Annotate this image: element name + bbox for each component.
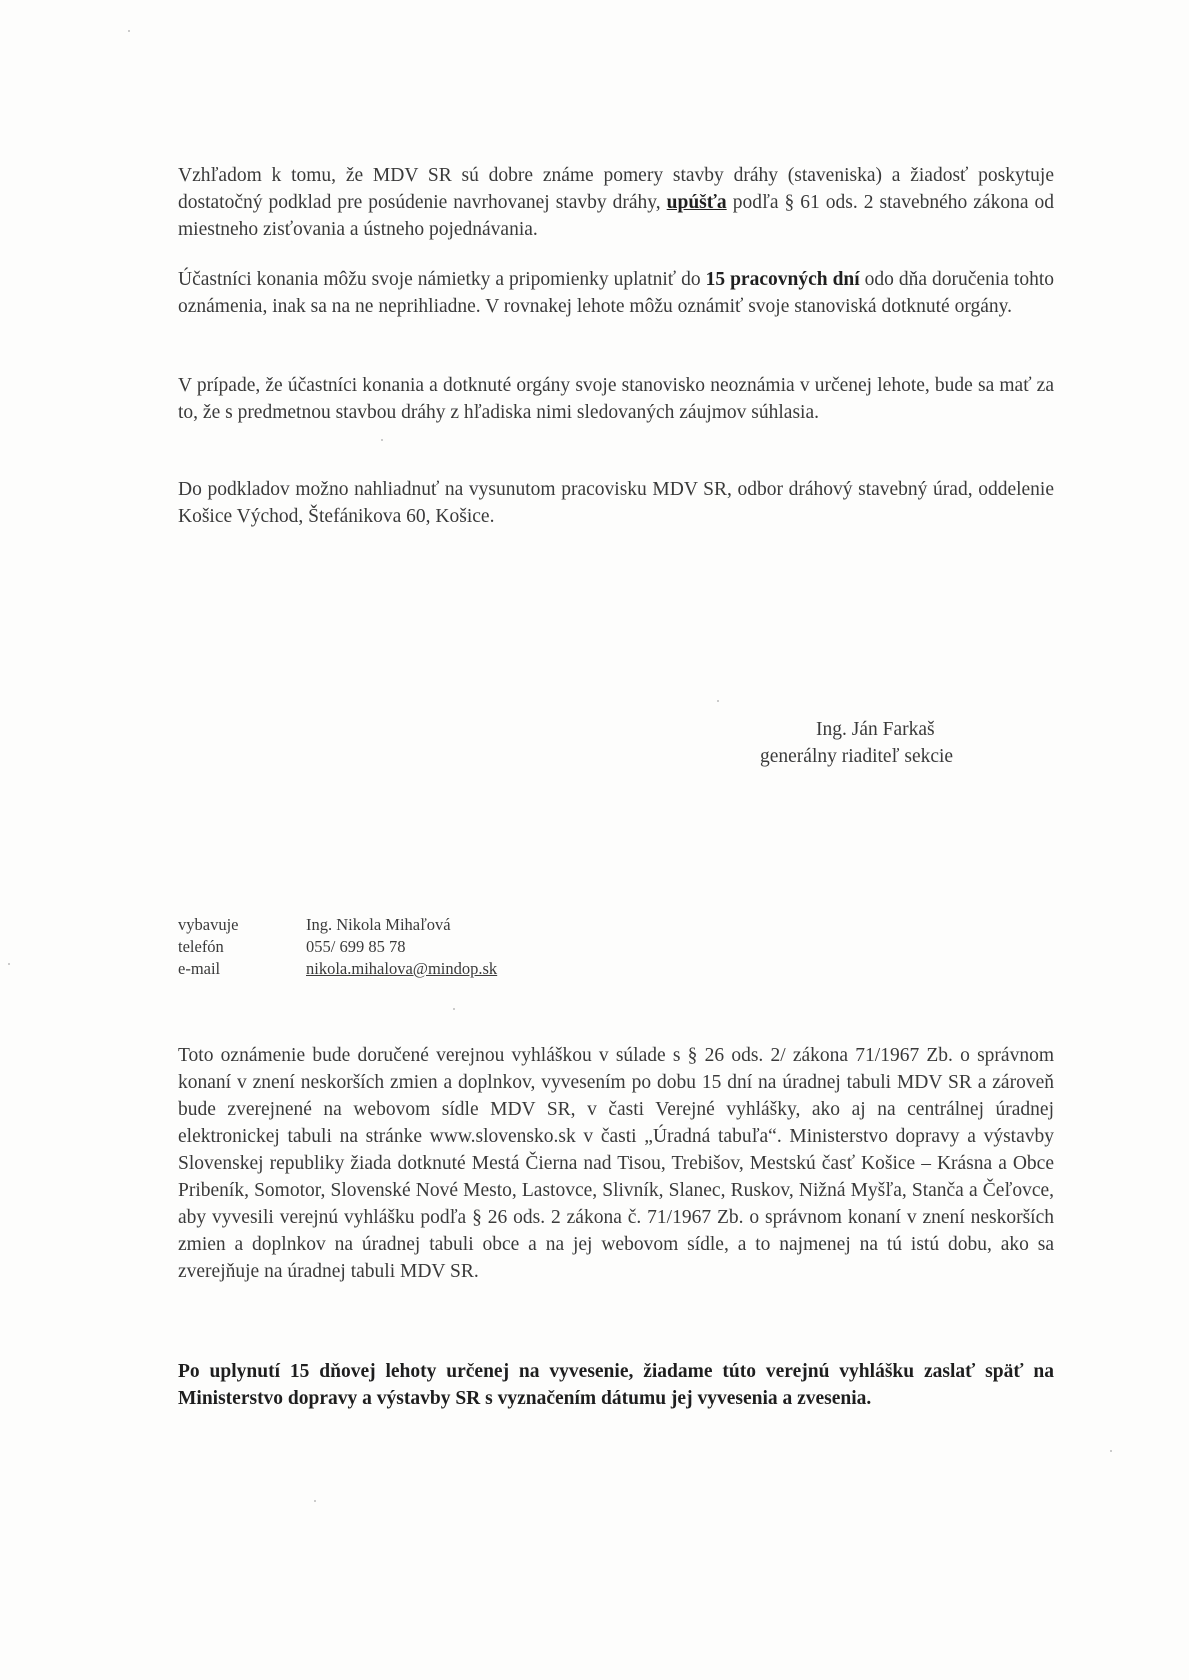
paragraph-consent: V prípade, že účastníci konania a dotknuté orgány svoje stanovisko neoznámia v určenej lehote, bude sa mať za to, že s predmetnou stavbou dráhy z hľadiska nimi sledovaných záujmov súhlasia. xyxy=(178,375,1054,423)
contact-label: vybavuje xyxy=(178,915,239,934)
paragraph-objections-text-end: odo dňa doručenia tohto oznámenia, inak sa na ne neprihliadne. V rovnakej lehote môžu oznámiť svoje stanoviská dotknuté orgány. xyxy=(178,269,1055,317)
public-notice-paragraph: Toto oznámenie bude doručené verejnou vyhláškou v súlade s § 26 ods. 2/ zákona 71/1967 Zb. o správnom konaní v znení neskorších zmien a doplnkov, vyvesením po dobu 15 dní na úradnej tabuli MDV SR a zároveň bude zverejnené na webovom sídle MDV SR, v časti Verejné vyhlášky, ako aj na centrálnej úradnej elektronickej tabuli na stránke www.slovensko.sk v časti „Úradná tabuľa“. Ministerstvo dopravy a výstavby Slovenskej republiky žiada dotknuté Mestá Čierna nad Tisou, Trebišov, Mestskú časť Košice – Krásna a Obce Pribeník, Somotor, Slovenské Nové Mesto, Lastovce, Slivník, Slanec, Ruskov, Nižná Myšľa, Stanča a Čeľovce, aby vyvesili verejnú vyhlášku podľa § 26 ods. 2 zákona č. 71/1967 Zb. o správnom konaní v znení neskorších zmien a doplnkov na úradnej tabuli obce a na jej webovom sídle, a to najmenej na tú istú dobu, ako sa zverejňuje na úradnej tabuli MDV SR. xyxy=(178,1045,1054,1282)
waiver-keyword: upúšťa xyxy=(666,192,727,213)
paragraph-objections xyxy=(178,266,1054,320)
scan-speck xyxy=(1110,1450,1112,1452)
contact-label: telefón xyxy=(178,937,224,956)
email-link[interactable]: nikola.mihalova@mindop.sk xyxy=(306,959,498,978)
paragraph-waiver xyxy=(178,162,1054,243)
paragraph-waiver-text-end: podľa § 61 ods. 2 stavebného zákona od miestneho zisťovania a ústneho pojednávania. xyxy=(178,192,1054,240)
scan-speck xyxy=(314,1500,316,1502)
paragraph-waiver-text-start: Vzhľadom k tomu, že MDV SR sú dobre známe pomery stavby dráhy (staveniska) a žiadosť poskytuje dostatočný podklad pre posúdenie navrhovanej stavby dráhy, xyxy=(178,165,1054,213)
contact-value: 055/ 699 85 78 xyxy=(306,937,406,956)
paragraph-objections-text-start: Účastníci konania môžu svoje námietky a pripomienky uplatniť do xyxy=(178,269,706,290)
signature-block xyxy=(760,716,1060,770)
objection-deadline: 15 pracovných dní xyxy=(705,269,860,290)
scan-speck xyxy=(717,700,719,702)
scan-speck xyxy=(381,439,383,441)
signatory-title: generálny riaditeľ sekcie xyxy=(760,746,954,767)
scan-speck xyxy=(128,30,130,32)
contact-value: Ing. Nikola Mihaľová xyxy=(306,915,451,934)
contact-label: e-mail xyxy=(178,959,221,978)
contact-row-handler xyxy=(178,914,497,936)
contact-row-phone xyxy=(178,936,497,958)
return-request-paragraph: Po uplynutí 15 dňovej lehoty určenej na vyvesenie, žiadame túto verejnú vyhlášku zaslať späť na Ministerstvo dopravy a výstavby SR s vyznačením dátumu jej vyvesenia a zvesenia. xyxy=(178,1361,1054,1409)
paragraph-documents: Do podkladov možno nahliadnuť na vysunutom pracovisku MDV SR, odbor dráhový stavebný úrad, oddelenie Košice Východ, Štefánikova 60, Košice. xyxy=(178,479,1054,527)
scan-speck xyxy=(8,963,10,965)
contact-block xyxy=(178,914,497,980)
contact-row-email xyxy=(178,958,497,980)
signatory-name: Ing. Ján Farkaš xyxy=(816,719,935,740)
scan-speck xyxy=(453,1008,455,1010)
